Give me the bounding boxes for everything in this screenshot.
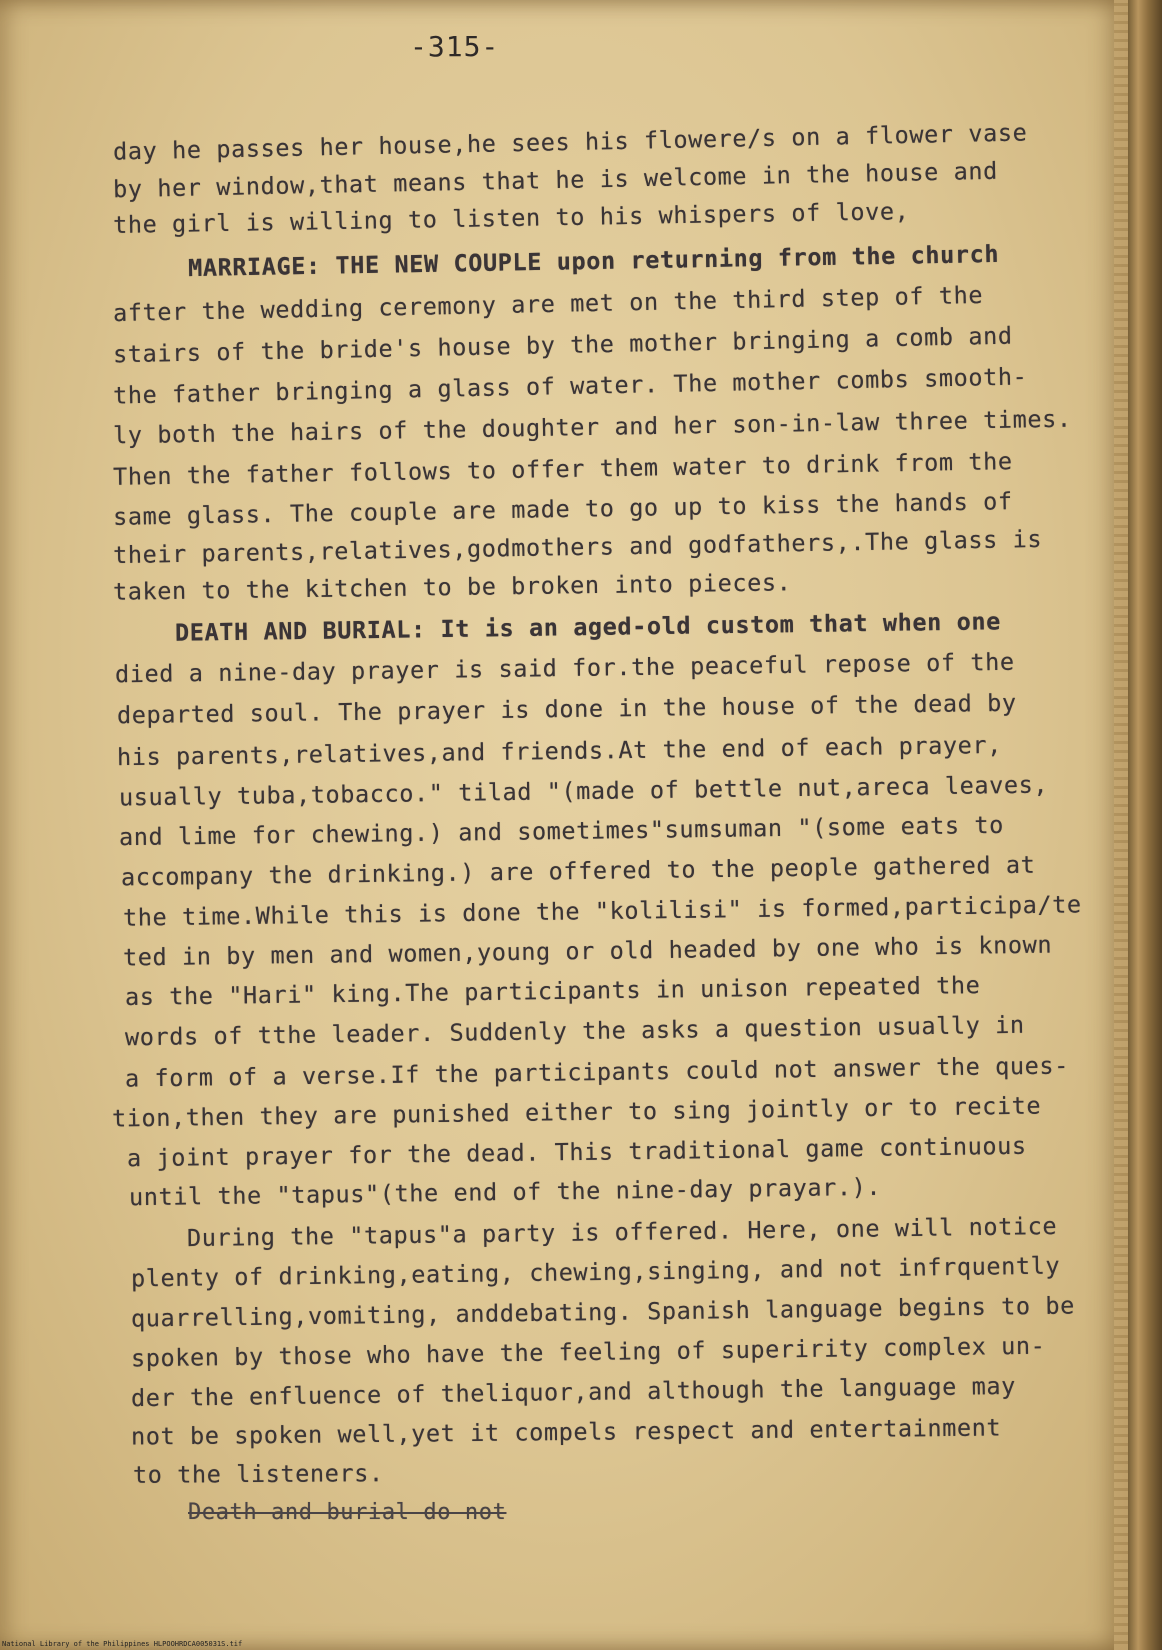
text-line: usually tuba,tobacco." tilad "(made of bettle nut,areca leaves, xyxy=(118,770,1049,812)
text-line: departed soul. The prayer is done in the house of the dead by xyxy=(116,688,1017,730)
text-line: his parents,relatives,and friends.At the end of each prayer, xyxy=(116,730,1003,772)
page-number: -315- xyxy=(410,30,500,63)
text-line: until the "tapus"(the end of the nine-day prayar.). xyxy=(128,1172,882,1212)
text-line: ted in by men and women,young or old headed by one who is known xyxy=(122,930,1053,972)
text-line: stairs of the bride's house by the mother bringing a comb and xyxy=(112,321,1013,369)
text-line: the girl is willing to listen to his whispers of love, xyxy=(112,197,910,239)
marriage-paragraph-start: MARRIAGE: THE NEW COUPLE upon returning from the church xyxy=(187,239,1000,283)
text-line: tion,then they are punished either to sing jointly or to recite xyxy=(111,1091,1042,1133)
page-edge xyxy=(1114,0,1128,1650)
archive-stamp: National Library of the Philippines HLPOOHRDCA005031S.tif xyxy=(2,1640,243,1648)
text-line: died a nine-day prayer is said for.the peaceful repose of the xyxy=(114,647,1015,689)
book-binding xyxy=(1128,0,1162,1650)
text-line: not be spoken well,yet it compels respect and entertainment xyxy=(130,1413,1002,1451)
text-line: spoken by those who have the feeling of superirity complex un- xyxy=(130,1331,1046,1373)
text-line: as the "Hari" king.The participants in unison repeated the xyxy=(124,971,981,1011)
text-line: accompany the drinking.) are offered to the people gathered at xyxy=(120,850,1036,892)
text-line: taken to the kitchen to be broken into pieces. xyxy=(112,568,792,606)
text-line: after the wedding ceremony are met on the third step of the xyxy=(112,280,984,328)
text-line: During the "tapus"a party is offered. Here, one will notice xyxy=(186,1211,1058,1253)
text-line: to the listeners. xyxy=(132,1459,384,1489)
text-line: the father bringing a glass of water. The mother combs smooth- xyxy=(112,362,1028,410)
text-line: a joint prayer for the dead. This traditional game continuous xyxy=(126,1131,1027,1173)
text-line: der the enfluence of theliquor,and although the language may xyxy=(130,1371,1017,1413)
text-line: ly both the hairs of the doughter and her son-in-law three times. xyxy=(112,404,1072,450)
text-line: same glass. The couple are made to go up to kiss the hands of xyxy=(112,487,1013,531)
text-line: plenty of drinking,eating, chewing,singing, and not infrquently xyxy=(130,1251,1061,1293)
text-line: day he passes her house,he sees his flowere/s on a flower vase xyxy=(112,118,1028,166)
text-line: a form of a verse.If the participants could not answer the ques- xyxy=(124,1051,1070,1093)
text-line: quarrelling,vomiting, anddebating. Spanish language begins to be xyxy=(130,1291,1076,1333)
text-line: the time.While this is done the "kolilisi" is formed,participa/te xyxy=(122,890,1082,932)
text-line: and lime for chewing.) and sometimes"sumsuman "(some eats to xyxy=(118,810,1005,852)
text-line: by her window,that means that he is welcome in the house and xyxy=(112,156,999,204)
text-line: Then the father follows to offer them water to drink from the xyxy=(112,447,1013,491)
text-line: words of tthe leader. Suddenly the asks a question usually in xyxy=(124,1010,1025,1052)
text-line: their parents,relatives,godmothers and godfathers,.The glass is xyxy=(112,524,1043,570)
death-burial-paragraph-start: DEATH AND BURIAL: It is an aged-old custom that when one xyxy=(174,607,1002,647)
struck-out-line: Death and burial do not xyxy=(188,1500,507,1525)
